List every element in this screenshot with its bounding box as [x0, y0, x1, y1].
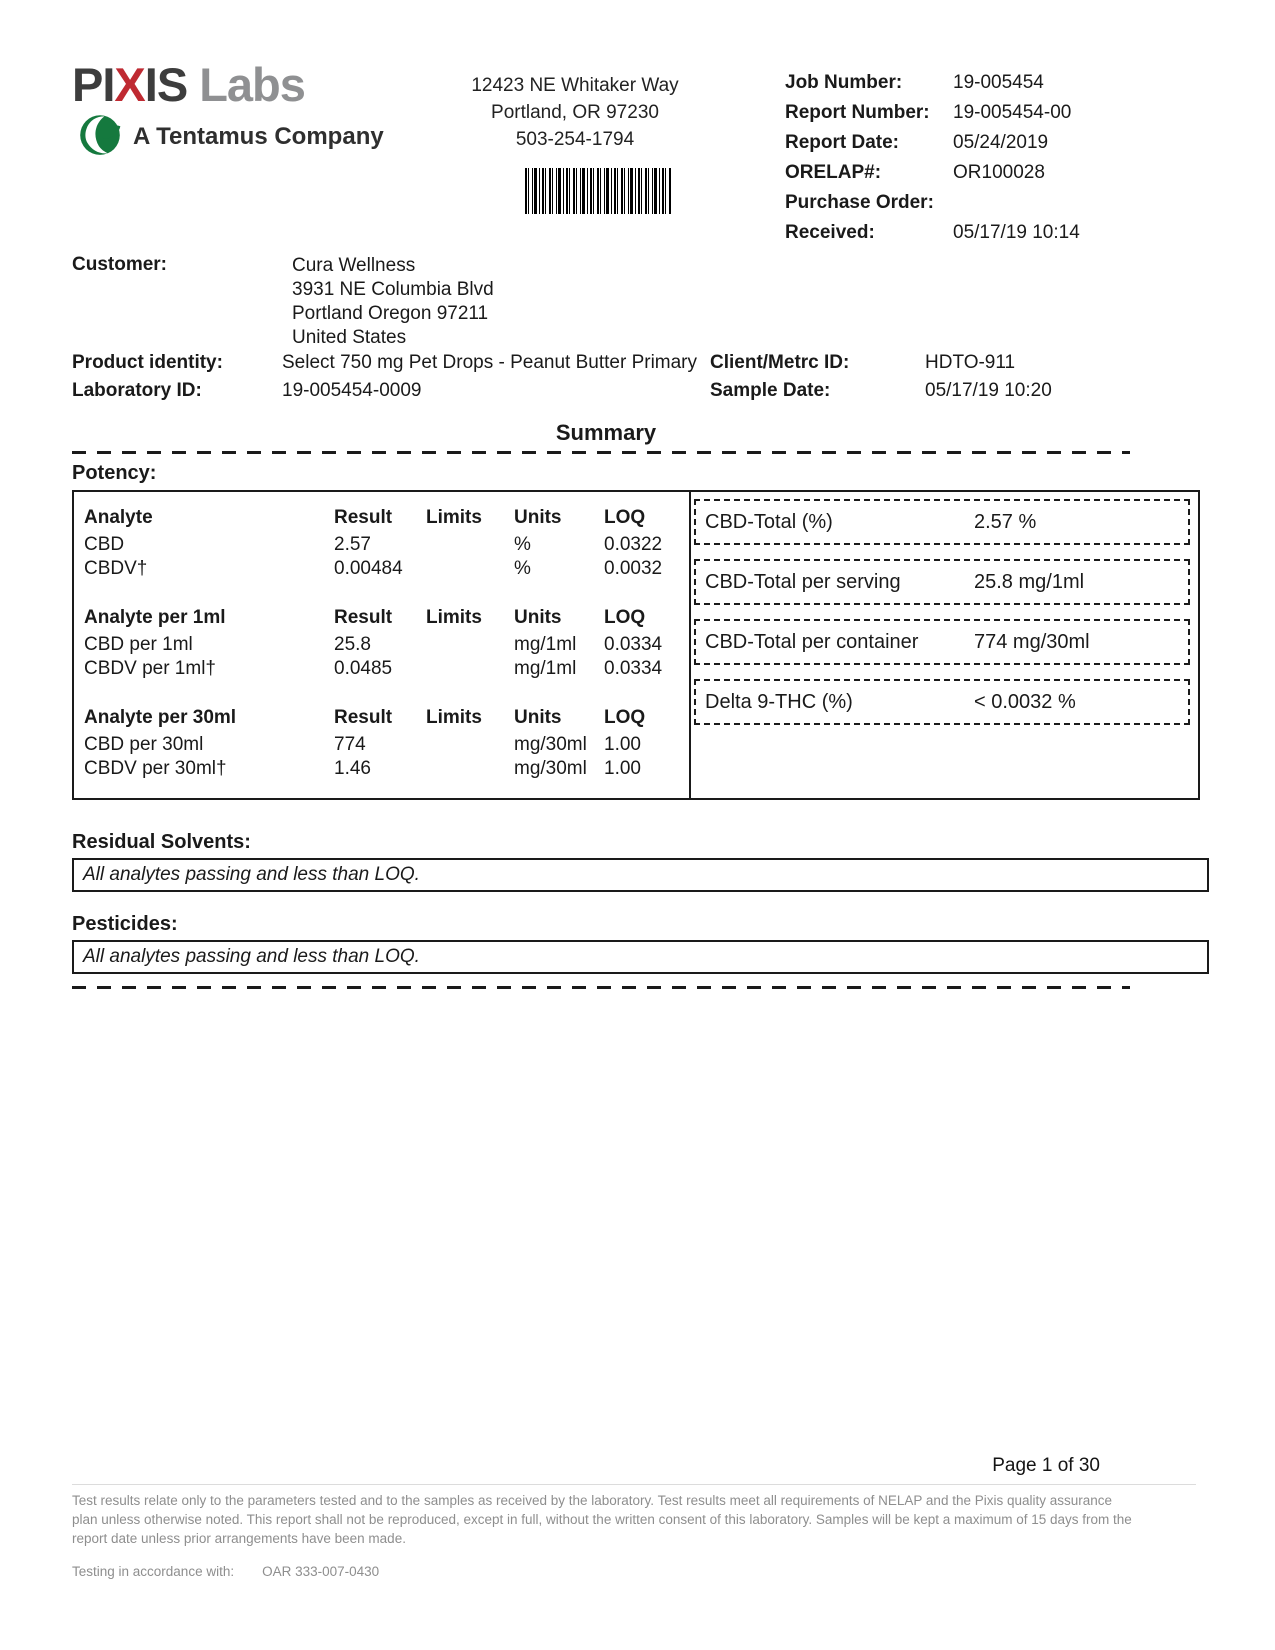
total-row-delta9-thc: [694, 679, 1190, 725]
logo-wordmark: [72, 60, 384, 110]
table-row: [84, 557, 684, 581]
laboratory-id-label: Laboratory ID:: [72, 380, 202, 401]
dashed-separator-bottom: [72, 986, 1130, 989]
analyte-result: 1.46: [334, 758, 371, 779]
potency-results-box: [72, 490, 1200, 800]
logo-text-pi: PI: [72, 58, 115, 111]
table-row: [84, 657, 684, 681]
total-value: 25.8 mg/1ml: [974, 571, 1085, 593]
product-identity-value: Select 750 mg Pet Drops - Peanut Butter Primary: [282, 352, 698, 373]
residual-solvents-note-box: [72, 858, 1209, 892]
analyte-loq: 0.0334: [604, 634, 663, 655]
col-header-loq: LOQ: [604, 607, 646, 628]
potency-group-percent: [84, 503, 684, 581]
potency-header-row: [84, 503, 684, 533]
logo-text-x: X: [114, 58, 145, 111]
potency-header-row: [84, 603, 684, 633]
report-info-row: [785, 71, 1080, 101]
testing-accordance-row: [72, 1562, 1196, 1581]
analyte-units: mg/1ml: [514, 634, 577, 655]
analyte-name: CBD per 30ml: [84, 734, 204, 755]
testing-accordance-label: Testing in accordance with:: [72, 1564, 235, 1579]
customer-address1: 3931 NE Columbia Blvd: [292, 279, 494, 300]
col-header-result: Result: [334, 507, 393, 528]
lab-address: [420, 72, 730, 153]
total-value: 774 mg/30ml: [974, 631, 1090, 653]
footer-disclaimer: Test results relate only to the parameters tested and to the samples as received by the laboratory. Test results meet all requirements of NELAP and the Pixis quality assurance plan unless otherwise noted. This report shall not be reproduced, except in full, without the written consent of this laboratory. Samples will be kept a maximum of 15 days from the report date unless prior arrangements have been made.: [72, 1493, 1132, 1546]
potency-divider: [689, 492, 691, 798]
analyte-name: CBDV†: [84, 558, 148, 579]
client-metrc-value: HDTO-911: [925, 352, 1016, 373]
logo-text-labs: Labs: [199, 58, 305, 111]
customer-address2: Portland Oregon 97211: [292, 303, 489, 324]
lab-phone: 503-254-1794: [515, 129, 635, 150]
pesticides-heading: Pesticides:: [72, 913, 178, 935]
col-header-analyte: Analyte per 1ml: [84, 607, 226, 628]
potency-group-per-1ml: [84, 603, 684, 681]
report-date-value: 05/24/2019: [953, 132, 1049, 153]
orelap-label: ORELAP#:: [785, 162, 882, 183]
total-value: 2.57 %: [974, 511, 1037, 533]
pesticides-note: All analytes passing and less than LOQ.: [83, 946, 420, 967]
laboratory-id-value: 19-005454-0009: [282, 380, 422, 401]
total-value: < 0.0032 %: [974, 691, 1076, 713]
analyte-units: mg/30ml: [514, 734, 587, 755]
potency-heading: Potency:: [72, 462, 157, 484]
total-label: CBD-Total per container: [705, 631, 919, 653]
client-metrc-label: Client/Metrc ID:: [710, 352, 850, 373]
pixis-labs-logo: [72, 60, 384, 161]
analyte-result: 0.0485: [334, 658, 393, 679]
pesticides-note-box: [72, 940, 1209, 974]
analyte-limits: [426, 657, 514, 681]
analyte-limits: [426, 733, 514, 757]
analyte-loq: 0.0334: [604, 658, 663, 679]
total-row-per-serving: [694, 559, 1190, 605]
report-number-value: 19-005454-00: [953, 102, 1072, 123]
customer-name: Cura Wellness: [292, 255, 416, 276]
lab-address-line1: 12423 NE Whitaker Way: [471, 75, 679, 96]
col-header-units: Units: [514, 707, 562, 728]
customer-address3: United States: [292, 327, 407, 348]
job-number-value: 19-005454: [953, 72, 1044, 93]
col-header-limits: Limits: [426, 607, 482, 628]
analyte-result: 25.8: [334, 634, 371, 655]
customer-label: Customer:: [72, 254, 168, 275]
orelap-value: OR100028: [953, 162, 1045, 183]
col-header-limits: Limits: [426, 707, 482, 728]
page-indicator: Page 1 of 30: [992, 1455, 1100, 1476]
col-header-result: Result: [334, 607, 393, 628]
report-info-row: [785, 101, 1080, 131]
total-row-cbd-total: [694, 499, 1190, 545]
analyte-units: %: [514, 558, 531, 579]
analyte-limits: [426, 633, 514, 657]
residual-solvents-note: All analytes passing and less than LOQ.: [83, 864, 420, 885]
analyte-name: CBDV per 30ml†: [84, 758, 227, 779]
sample-date-label: Sample Date:: [710, 380, 831, 401]
col-header-loq: LOQ: [604, 507, 646, 528]
table-row: [84, 733, 684, 757]
report-info-row: [785, 131, 1080, 161]
analyte-loq: 1.00: [604, 758, 641, 779]
purchase-order-label: Purchase Order:: [785, 192, 934, 213]
analyte-units: mg/1ml: [514, 658, 577, 679]
table-row: [84, 533, 684, 557]
total-label: Delta 9-THC (%): [705, 691, 853, 713]
residual-solvents-heading: Residual Solvents:: [72, 831, 251, 853]
col-header-units: Units: [514, 507, 562, 528]
analyte-name: CBDV per 1ml†: [84, 658, 216, 679]
logo-tagline: [78, 112, 384, 161]
analyte-limits: [426, 557, 514, 581]
analyte-result: 0.00484: [334, 558, 403, 579]
tentamus-leaf-icon: [78, 112, 122, 161]
total-row-per-container: [694, 619, 1190, 665]
analyte-limits: [426, 757, 514, 781]
summary-title: Summary: [555, 420, 657, 445]
dashed-separator-top: [72, 451, 1130, 454]
job-number-label: Job Number:: [785, 72, 903, 93]
analyte-loq: 0.0032: [604, 558, 663, 579]
potency-header-row: [84, 703, 684, 733]
col-header-units: Units: [514, 607, 562, 628]
footer: [72, 1484, 1196, 1581]
product-identity-label: Product identity:: [72, 352, 223, 373]
col-header-result: Result: [334, 707, 393, 728]
total-label: CBD-Total per serving: [705, 571, 901, 593]
report-date-label: Report Date:: [785, 132, 900, 153]
report-number-label: Report Number:: [785, 102, 930, 123]
col-header-loq: LOQ: [604, 707, 646, 728]
analyte-result: 774: [334, 734, 366, 755]
analyte-name: CBD per 1ml: [84, 634, 193, 655]
analyte-loq: 0.0322: [604, 534, 663, 555]
col-header-analyte: Analyte per 30ml: [84, 707, 237, 728]
received-label: Received:: [785, 222, 875, 243]
testing-accordance-value: OAR 333-007-0430: [262, 1564, 380, 1579]
potency-analyte-table: [84, 503, 684, 781]
total-label: CBD-Total (%): [705, 511, 833, 533]
customer-address: [292, 254, 494, 350]
potency-totals: [694, 499, 1190, 739]
tagline-text: A Tentamus Company: [133, 122, 384, 150]
report-info-row: [785, 191, 1080, 221]
analyte-units: mg/30ml: [514, 758, 587, 779]
report-info-row: [785, 221, 1080, 251]
lab-address-line2: Portland, OR 97230: [491, 102, 659, 123]
analyte-units: %: [514, 534, 531, 555]
report-info-panel: [785, 71, 1080, 251]
analyte-name: CBD: [84, 534, 125, 555]
col-header-limits: Limits: [426, 507, 482, 528]
col-header-analyte: Analyte: [84, 507, 153, 528]
potency-group-per-30ml: [84, 703, 684, 781]
report-info-row: [785, 161, 1080, 191]
sample-date-value: 05/17/19 10:20: [925, 380, 1052, 401]
logo-text-is: IS: [144, 58, 188, 111]
barcode-image: [525, 168, 671, 214]
table-row: [84, 633, 684, 657]
analyte-limits: [426, 533, 514, 557]
table-row: [84, 757, 684, 781]
analyte-loq: 1.00: [604, 734, 641, 755]
analyte-result: 2.57: [334, 534, 371, 555]
received-value: 05/17/19 10:14: [953, 222, 1080, 243]
